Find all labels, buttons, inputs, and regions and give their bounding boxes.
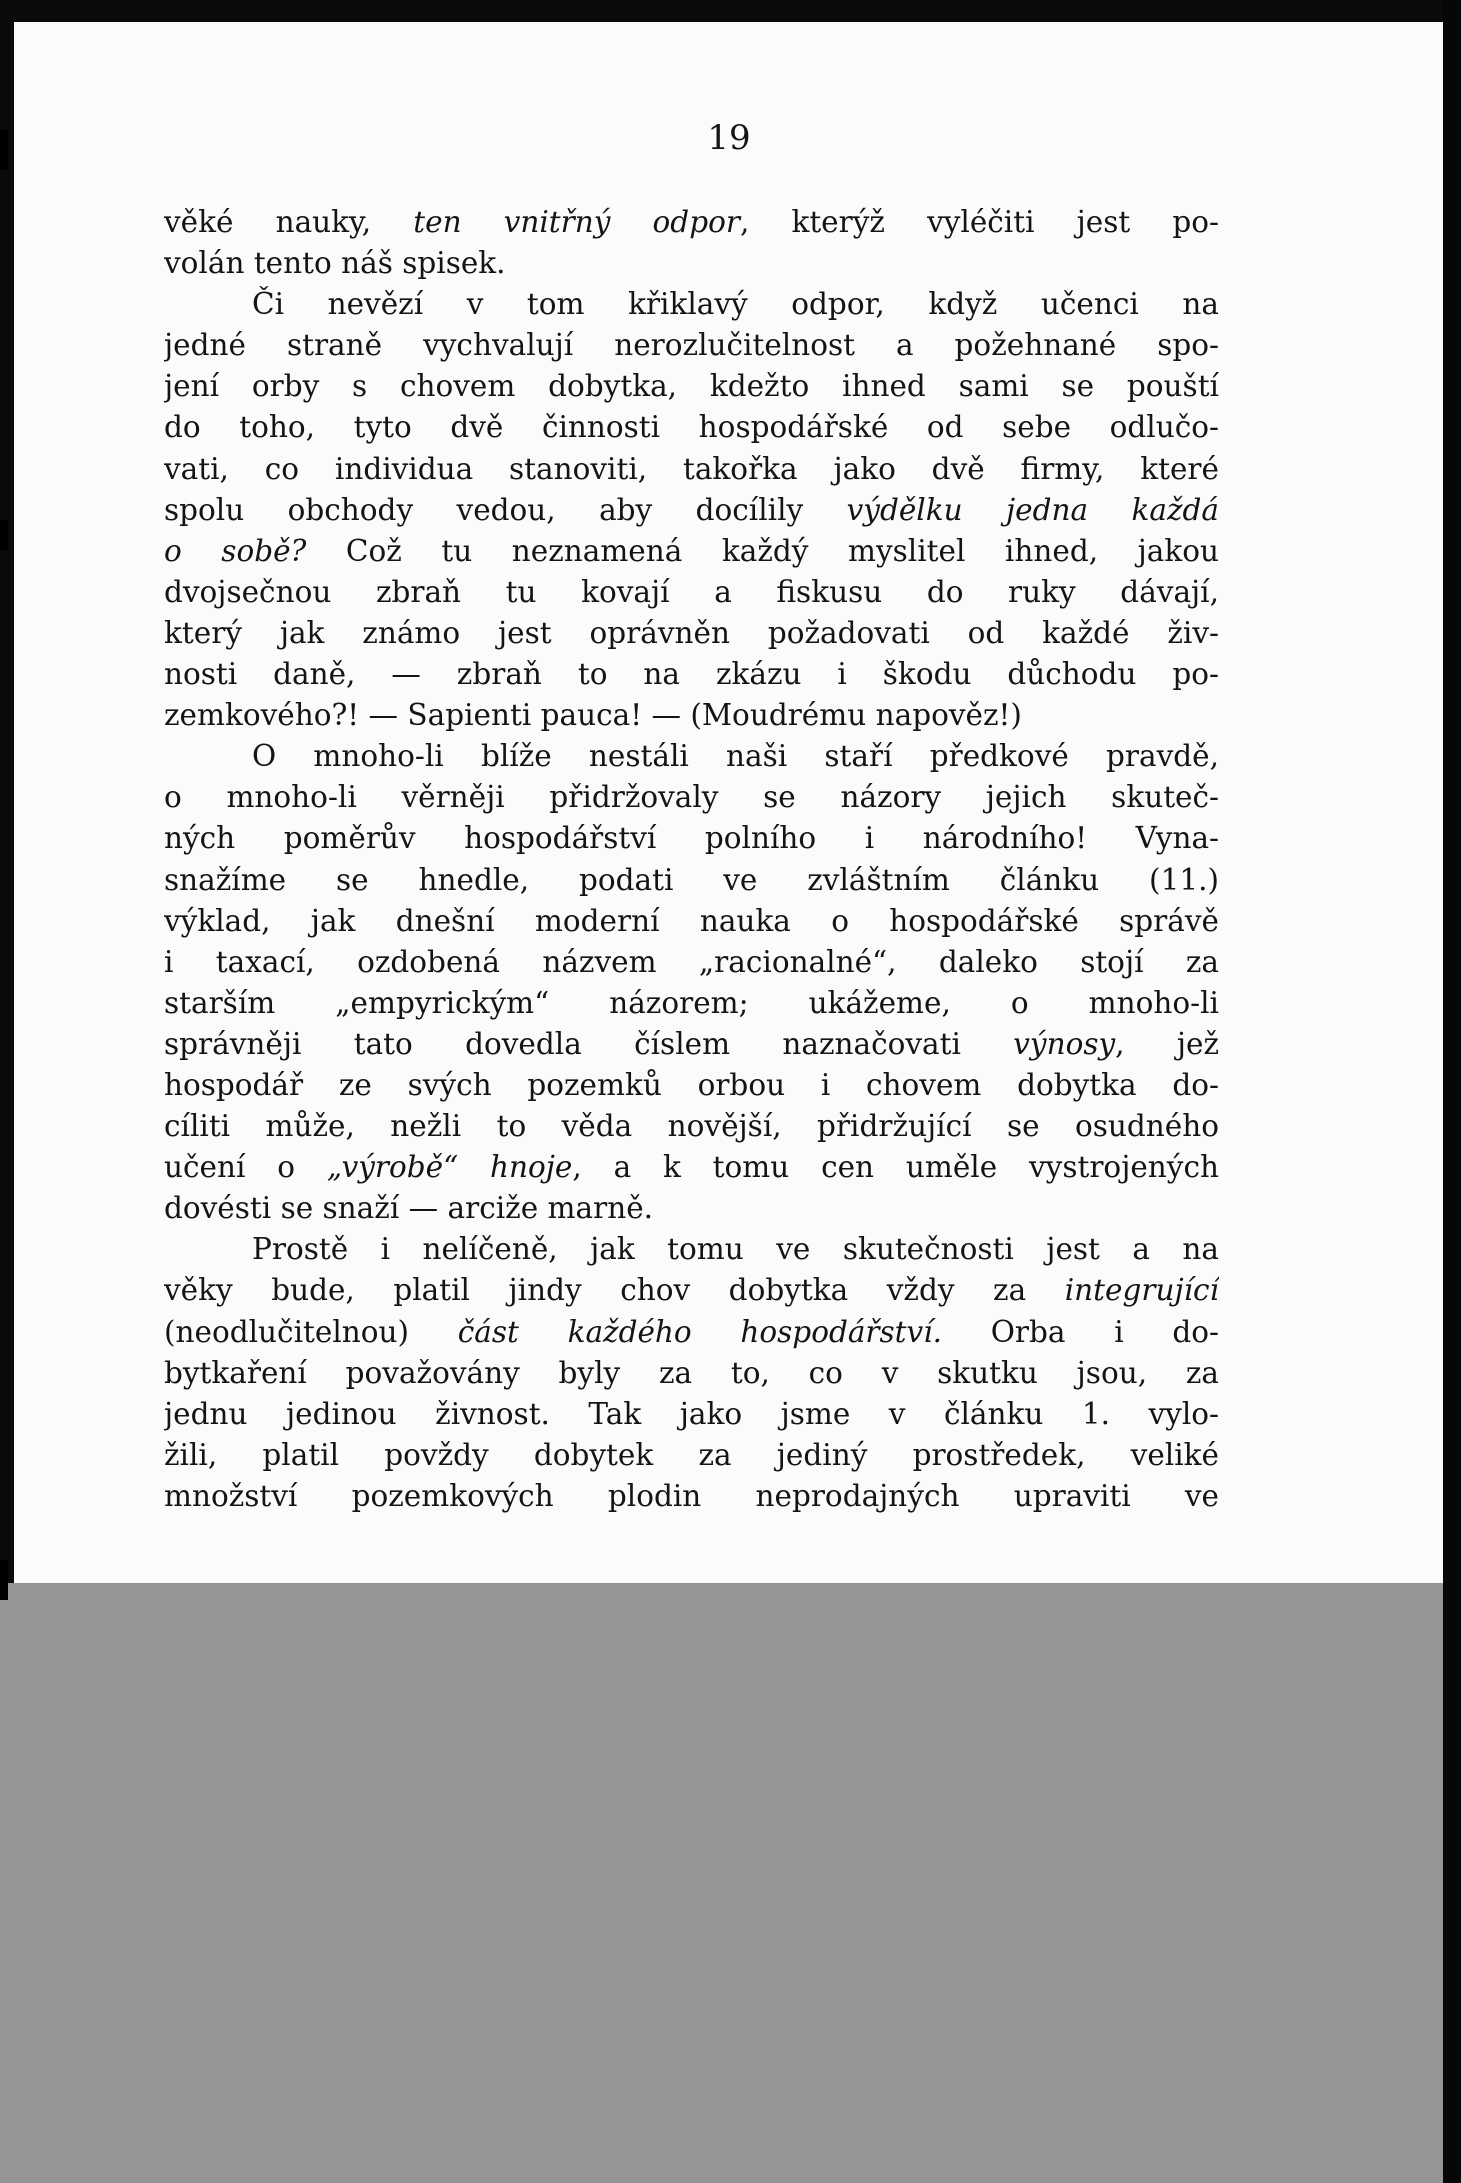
text-span: zemkového?! — Sapienti pauca! — (Moudrému napověz!)	[164, 698, 1022, 733]
text-span: spolu obchody vedou, aby docílily	[164, 492, 847, 527]
text-line	[164, 490, 1219, 531]
text-line	[164, 695, 1219, 736]
text-line	[164, 572, 1219, 613]
body-text	[164, 202, 1219, 1517]
text-line	[164, 202, 1219, 243]
edge-mark	[0, 1560, 8, 1600]
text-span: cíliti může, nežli to věda novější, přidržující se osudného	[164, 1109, 1219, 1144]
italic-span: ten vnitřný odpor	[413, 205, 740, 239]
text-line	[164, 613, 1219, 654]
text-span: volán tento náš spisek.	[164, 246, 506, 281]
text-span: správněji tato dovedla číslem naznačovati	[164, 1026, 1014, 1061]
italic-span: výnosy	[1013, 1026, 1116, 1061]
text-line	[164, 860, 1219, 901]
text-span: výklad, jak dnešní moderní nauka o hospodářské správě	[164, 903, 1219, 938]
italic-span: část každého hospodářství.	[457, 1314, 943, 1349]
text-line	[164, 1476, 1219, 1517]
text-line	[164, 736, 1219, 777]
text-span: vati, co individua stanoviti, takořka jako dvě firmy, které	[164, 451, 1219, 486]
text-span: dovésti se snaží — arciže marně.	[164, 1191, 654, 1226]
text-span: věké nauky,	[164, 205, 414, 239]
text-span: jedné straně vychvalují nerozlučitelnost a požehnané spo-	[164, 328, 1219, 363]
text-span: Prostě i nelíčeně, jak tomu ve skutečnosti jest a na	[252, 1232, 1219, 1267]
text-line	[164, 1270, 1219, 1311]
text-span: nosti daně, — zbraň to na zkázu i škodu důchodu po-	[164, 657, 1219, 692]
text-span: Či nevězí v tom křiklavý odpor, když učenci na	[252, 287, 1219, 322]
paragraph	[164, 202, 1219, 284]
edge-mark	[0, 520, 8, 550]
italic-span: o sobě?	[164, 533, 307, 568]
text-span: jednu jedinou živnost. Tak jako jsme v článku 1. vylo-	[164, 1396, 1219, 1431]
scanner-edge	[1443, 0, 1461, 2183]
text-span: jení orby s chovem dobytka, kdežto ihned sami se pouští	[164, 369, 1219, 404]
text-span: bytkaření považovány byly za to, co v skutku jsou, za	[164, 1355, 1219, 1390]
text-line	[164, 818, 1219, 859]
text-span: i taxací, ozdobená názvem „racionalné“, daleko stojí za	[164, 944, 1219, 979]
text-span: který jak známo jest oprávněn požadovati od každé živ-	[164, 615, 1219, 650]
text-line	[164, 1394, 1219, 1435]
text-line	[164, 531, 1219, 572]
text-line	[164, 1188, 1219, 1229]
text-line	[164, 325, 1219, 366]
text-span: do toho, tyto dvě činnosti hospodářské od sebe odlučo-	[164, 410, 1219, 445]
text-line	[164, 901, 1219, 942]
blank-scan-area	[0, 1583, 1461, 2183]
text-line	[164, 243, 1219, 284]
text-line	[164, 942, 1219, 983]
text-span: , kterýž vyléčiti jest po-	[739, 205, 1219, 239]
text-span: O mnoho-li blíže nestáli naši staří předkové pravdě,	[252, 739, 1219, 774]
text-span: Což tu neznamená každý myslitel ihned, jakou	[306, 533, 1219, 568]
text-span: , jež	[1115, 1026, 1219, 1061]
page-number: 19	[707, 118, 751, 158]
text-span: žili, platil povždy dobytek za jediný prostředek, veliké	[164, 1437, 1219, 1472]
text-line	[164, 1065, 1219, 1106]
text-line	[164, 284, 1219, 325]
text-span: ných poměrův hospodářství polního i národního! Vyna-	[164, 821, 1219, 856]
text-line	[164, 1106, 1219, 1147]
text-line	[164, 1147, 1219, 1188]
text-line	[164, 366, 1219, 407]
text-line	[164, 1312, 1219, 1353]
text-line	[164, 777, 1219, 818]
edge-mark	[0, 130, 8, 170]
text-span: , a k tomu cen uměle vystrojených	[572, 1150, 1219, 1185]
text-span: (neodlučitelnou)	[164, 1314, 458, 1349]
paragraph	[164, 284, 1219, 736]
text-span: hospodář ze svých pozemků orbou i chovem dobytka do-	[164, 1067, 1219, 1102]
text-span: o mnoho-li věrněji přidržovaly se názory jejich skuteč-	[164, 780, 1219, 815]
text-span: Orba i do-	[942, 1314, 1219, 1349]
text-line	[164, 654, 1219, 695]
text-line	[164, 1435, 1219, 1476]
paragraph	[164, 1229, 1219, 1517]
text-line	[164, 1024, 1219, 1065]
text-line	[164, 449, 1219, 490]
text-span: dvojsečnou zbraň tu kovají a fiskusu do ruky dávají,	[164, 574, 1219, 609]
text-span: množství pozemkových plodin neprodajných upraviti ve	[164, 1478, 1219, 1513]
text-line	[164, 983, 1219, 1024]
text-line	[164, 1353, 1219, 1394]
text-line	[164, 407, 1219, 448]
text-span: učení o	[164, 1150, 327, 1185]
text-span: starším „empyrickým“ názorem; ukážeme, o mnoho-li	[164, 985, 1219, 1020]
text-line	[164, 1229, 1219, 1270]
paragraph	[164, 736, 1219, 1229]
italic-span: „výrobě“ hnoje	[326, 1150, 573, 1185]
italic-span: výdělku jedna každá	[846, 492, 1219, 527]
text-span: věky bude, platil jindy chov dobytka vždy za	[164, 1273, 1065, 1308]
italic-span: integrující	[1064, 1273, 1219, 1308]
text-span: snažíme se hnedle, podati ve zvláštním článku (11.)	[164, 862, 1219, 897]
